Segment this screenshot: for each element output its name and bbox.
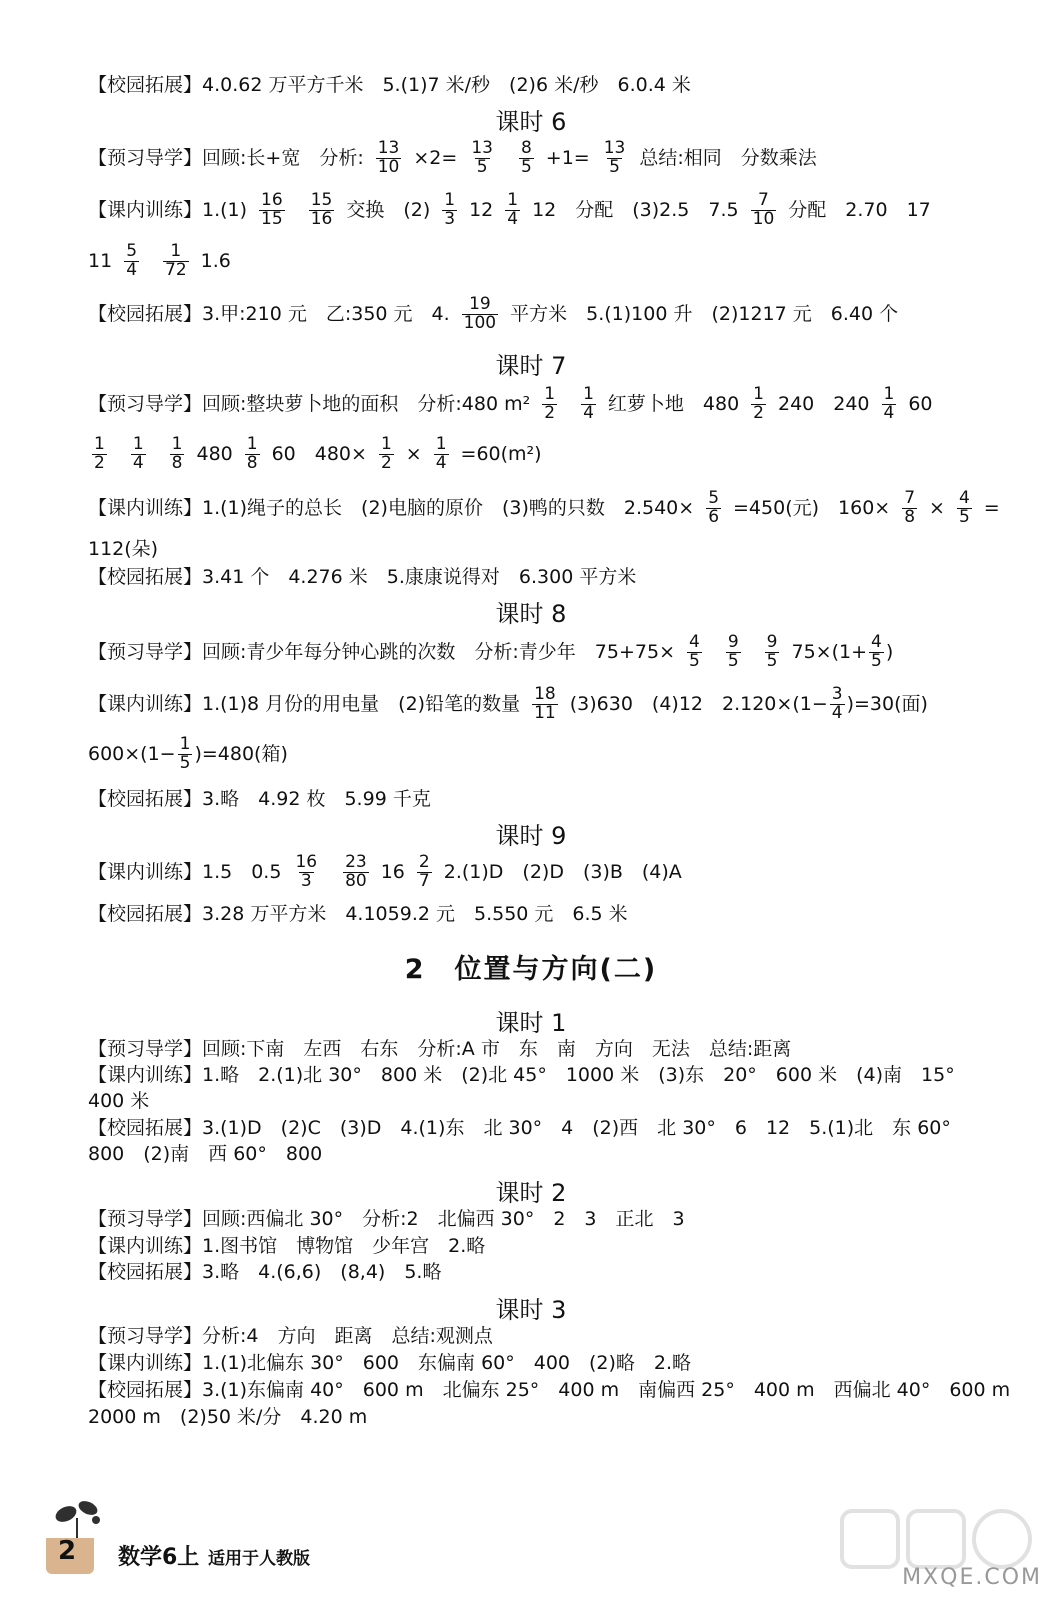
denominator: 3 (444, 208, 456, 229)
answer-text: 800 (2)南 西 60° 800 (88, 1143, 323, 1165)
denominator: 5 (727, 650, 739, 671)
answer-text: 【课内训练】1.(1) (88, 198, 248, 221)
denominator: 4 (435, 452, 447, 473)
numerator: 1 (444, 190, 456, 210)
answer-text: 总结:相同 分数乘法 (639, 146, 817, 169)
answer-text: 交换 (2) (346, 198, 431, 221)
fraction (309, 192, 335, 229)
denominator: 5 (871, 650, 882, 671)
answer-line (88, 736, 1002, 773)
answer-text: 【课内训练】1.(1)北偏东 30° 600 东偏南 60° 400 (2)略 2.略 (88, 1352, 692, 1374)
answer-text: 【课内训练】1.略 2.(1)北 30° 800 米 (2)北 45° 1000 米 (3)东 20° 600 米 (4)南 15° (88, 1064, 955, 1086)
numerator: 7 (904, 488, 916, 508)
plant-icon (50, 1496, 104, 1540)
answer-text: 【预习导学】回顾:青少年每分钟心跳的次数 分析:青少年 75+75× (88, 640, 675, 663)
answer-text: 【课内训练】1.5 0.5 (88, 860, 282, 883)
numerator: 1 (583, 384, 594, 404)
answer-text: 【课内训练】1.(1)8 月份的用电量 (2)铅笔的数量 (88, 692, 521, 715)
answer-text: 【校园拓展】3.28 万平方米 4.1059.2 元 5.550 元 6.5 米 (88, 903, 628, 925)
answer-line (88, 1090, 1002, 1113)
section-heading: 课时 3 (495, 1296, 567, 1324)
answer-line (88, 788, 1002, 811)
fraction (259, 192, 285, 229)
answer-text: 75×(1+ (791, 640, 868, 663)
section-heading: 课时 1 (495, 1009, 567, 1037)
denominator: 5 (958, 506, 970, 527)
fraction (706, 490, 721, 527)
answer-text: 60 480× (271, 442, 367, 465)
numerator: 1 (435, 434, 447, 454)
denominator: 80 (345, 870, 367, 891)
answer-line (88, 538, 1002, 561)
numerator: 16 (261, 190, 283, 210)
answer-text: 600×(1− (88, 742, 176, 765)
answer-text: (3)630 (4)12 2.120×(1− (569, 692, 828, 715)
answer-line (80, 436, 1002, 473)
denominator: 11 (534, 702, 556, 723)
denominator: 4 (507, 208, 519, 229)
answer-text: 【课内训练】1.(1)绳子的总长 (2)电脑的原价 (3)鸭的只数 2.540× (88, 496, 695, 519)
numerator: 1 (179, 734, 191, 754)
section-heading: 课时 7 (495, 352, 567, 380)
numerator: 1 (753, 384, 764, 404)
answer-text: × (405, 442, 422, 465)
fraction (376, 140, 402, 177)
answer-text: 【校园拓展】3.略 4.92 枚 5.99 千克 (88, 788, 431, 810)
numerator: 3 (831, 684, 843, 704)
answer-line (88, 1143, 1002, 1166)
answer-line (88, 903, 1002, 926)
section-heading: 课时 6 (495, 108, 567, 136)
fraction (469, 140, 495, 177)
answer-line (88, 1352, 1002, 1375)
answer-text: 480 (196, 442, 233, 465)
answer-text: 分配 2.70 17 (788, 198, 931, 221)
numerator: 4 (958, 488, 970, 508)
section-heading: 课时 9 (495, 822, 567, 850)
answer-text: 【校园拓展】4.0.62 万平方千米 5.(1)7 米/秒 (2)6 米/秒 6.0.4 米 (88, 74, 691, 96)
fraction (245, 436, 260, 473)
denominator: 5 (609, 156, 620, 177)
fraction (170, 436, 185, 473)
denominator: 4 (583, 402, 594, 423)
answer-line (88, 1261, 1002, 1284)
answer-line (88, 1235, 1002, 1258)
answer-text: 112(朵) (88, 538, 159, 560)
answer-text: 60 (908, 392, 933, 415)
numerator: 1 (544, 384, 556, 404)
numerator: 9 (727, 632, 739, 652)
answer-text: )=30(面) (846, 692, 928, 715)
answer-line (88, 490, 1002, 527)
fraction (751, 192, 777, 229)
denominator: 3 (300, 870, 312, 891)
fraction (417, 854, 432, 891)
edition-label: 适用于人教版 (208, 1549, 310, 1569)
answer-text: ×2= (413, 146, 458, 169)
answer-text: 【课内训练】1.图书馆 博物馆 少年宫 2.略 (88, 1235, 486, 1257)
answer-text: )=480(箱) (194, 742, 288, 765)
fraction (765, 634, 780, 671)
answer-text: 11 (88, 249, 113, 272)
answer-text: 红萝卜地 480 (607, 392, 740, 415)
section-heading: 课时 2 (495, 1179, 567, 1207)
numerator: 19 (469, 294, 491, 314)
denominator: 72 (165, 259, 187, 280)
fraction (343, 854, 369, 891)
fraction (379, 436, 394, 473)
fraction (581, 386, 596, 423)
denominator: 10 (752, 208, 775, 229)
answer-text: 【校园拓展】3.(1)东偏南 40° 600 m 北偏东 25° 400 m 南偏西 25° 400 m 西偏北 40° 600 m (88, 1379, 1011, 1401)
denominator: 8 (904, 506, 916, 527)
answer-text: 【预习导学】回顾:西偏北 30° 分析:2 北偏西 30° 2 3 正北 3 (88, 1208, 685, 1230)
fraction (163, 243, 189, 280)
denominator: 10 (377, 156, 400, 177)
numerator: 8 (520, 138, 532, 158)
denominator: 16 (310, 208, 333, 229)
answer-line (88, 566, 1002, 589)
subject-title: 数学6上 (118, 1545, 200, 1570)
fraction (131, 436, 146, 473)
denominator: 5 (520, 156, 532, 177)
answer-line (88, 243, 1002, 280)
fraction (602, 140, 628, 177)
answer-line (88, 686, 1002, 723)
answer-text: =450(元) 160× (733, 496, 891, 519)
denominator: 100 (463, 312, 497, 333)
watermark-text: MXQE.COM (902, 1565, 1042, 1590)
denominator: 5 (766, 650, 778, 671)
numerator: 5 (126, 241, 138, 261)
numerator: 13 (471, 138, 493, 158)
numerator: 4 (689, 632, 700, 652)
fraction (442, 192, 457, 229)
fraction (293, 854, 319, 891)
answer-text: 【预习导学】回顾:整块萝卜地的面积 分析:480 m² (88, 392, 531, 415)
answer-text: 240 240 (777, 392, 870, 415)
answer-line (88, 1325, 1002, 1348)
denominator: 5 (476, 156, 488, 177)
answer-text: 12 (469, 198, 494, 221)
page-number: 2 (58, 1536, 77, 1566)
fraction (519, 140, 534, 177)
answer-text: 1.6 (200, 249, 231, 272)
fraction (687, 634, 702, 671)
denominator: 2 (380, 452, 392, 473)
denominator: 7 (418, 870, 430, 891)
numerator: 13 (603, 138, 626, 158)
fraction (542, 386, 557, 423)
denominator: 5 (689, 650, 700, 671)
answer-text: =60(m²) (460, 442, 542, 465)
answer-line (88, 192, 1002, 229)
denominator: 4 (831, 702, 843, 723)
fraction (434, 436, 449, 473)
answer-text: 平方米 5.(1)100 升 (2)1217 元 6.40 个 (510, 302, 899, 325)
numerator: 23 (345, 852, 367, 872)
answer-line (88, 854, 1002, 891)
denominator: 2 (753, 402, 764, 423)
numerator: 18 (534, 684, 556, 704)
answer-line (88, 1117, 1002, 1140)
answer-line (88, 1208, 1002, 1231)
numerator: 9 (766, 632, 778, 652)
answer-text: 【校园拓展】3.(1)D (2)C (3)D 4.(1)东 北 30° 4 (2)西 北 30° 6 12 5.(1)北 东 60° (88, 1117, 951, 1139)
answer-line (88, 1406, 1002, 1429)
denominator: 5 (179, 752, 191, 773)
fraction (957, 490, 972, 527)
numerator: 1 (170, 241, 182, 261)
answer-text: 2000 m (2)50 米/分 4.20 m (88, 1406, 368, 1428)
answer-text: 【预习导学】分析:4 方向 距离 总结:观测点 (88, 1325, 493, 1347)
denominator: 8 (246, 452, 258, 473)
numerator: 2 (418, 852, 430, 872)
numerator: 1 (171, 434, 183, 454)
fraction (532, 686, 558, 723)
numerator: 1 (246, 434, 258, 454)
denominator: 4 (132, 452, 144, 473)
numerator: 15 (310, 190, 333, 210)
answer-text: 【校园拓展】3.41 个 4.276 米 5.康康说得对 6.300 平方米 (88, 566, 637, 588)
answer-text: × (929, 496, 945, 519)
fraction (869, 634, 884, 671)
fraction (751, 386, 766, 423)
denominator: 4 (883, 402, 895, 423)
fraction (882, 386, 897, 423)
answer-line (88, 140, 1002, 177)
section-heading: 课时 8 (495, 600, 567, 628)
numerator: 7 (758, 190, 769, 210)
numerator: 1 (132, 434, 144, 454)
answer-text: 【校园拓展】3.甲:210 元 乙:350 元 4. (88, 302, 450, 325)
answer-text: 12 分配 (3)2.5 7.5 (532, 198, 739, 221)
answer-line (88, 1379, 1011, 1402)
numerator: 1 (94, 434, 105, 454)
numerator: 16 (295, 852, 318, 872)
answer-line (88, 296, 1002, 333)
answer-line (88, 1064, 1002, 1087)
answer-line (88, 634, 1002, 671)
fraction (462, 296, 498, 333)
denominator: 6 (708, 506, 720, 527)
numerator: 1 (507, 190, 519, 210)
fraction (902, 490, 917, 527)
answer-text: 【校园拓展】3.略 4.(6,6) (8,4) 5.略 (88, 1261, 442, 1283)
numerator: 4 (871, 632, 882, 652)
denominator: 2 (544, 402, 556, 423)
denominator: 15 (261, 208, 283, 229)
page-footer (40, 1522, 380, 1574)
answer-text: 【预习导学】回顾:长+宽 分析: (88, 146, 364, 169)
fraction (726, 634, 741, 671)
answer-text: 400 米 (88, 1090, 150, 1112)
numerator: 1 (380, 434, 392, 454)
answer-line (88, 386, 1002, 423)
denominator: 8 (171, 452, 183, 473)
fraction (505, 192, 520, 229)
fraction (830, 686, 845, 723)
answer-line (88, 74, 1002, 97)
answer-text: = (983, 496, 1000, 519)
answer-line (88, 1038, 1002, 1061)
answer-text: 16 (380, 860, 405, 883)
denominator: 2 (94, 452, 105, 473)
numerator: 5 (708, 488, 720, 508)
fraction (124, 243, 139, 280)
denominator: 4 (126, 259, 138, 280)
numerator: 1 (883, 384, 895, 404)
fraction (178, 736, 193, 773)
chapter-title: 2 位置与方向(二) (404, 954, 658, 985)
answer-text: ) (885, 640, 894, 663)
answer-text: 2.(1)D (2)D (3)B (4)A (443, 860, 682, 883)
fraction (92, 436, 107, 473)
answer-text: +1= (545, 146, 590, 169)
numerator: 13 (377, 138, 400, 158)
answer-text: 【预习导学】回顾:下南 左西 右东 分析:A 市 东 南 方向 无法 总结:距离 (88, 1038, 792, 1060)
